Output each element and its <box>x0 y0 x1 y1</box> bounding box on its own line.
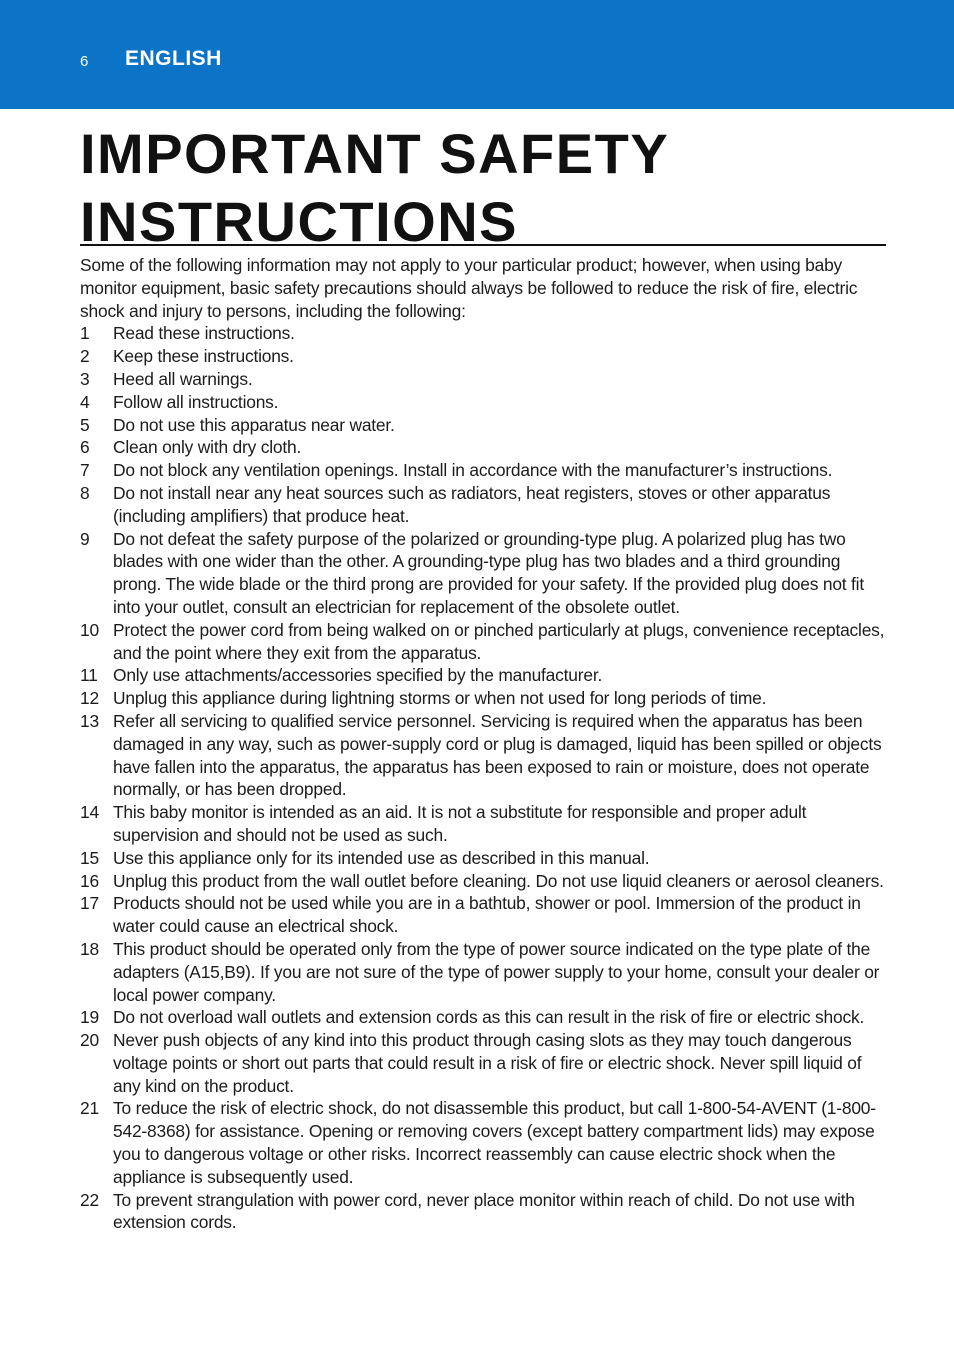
instruction-item <box>80 368 888 391</box>
instruction-number: 2 <box>80 346 90 367</box>
instruction-item <box>80 528 888 619</box>
instruction-item <box>80 322 888 345</box>
instruction-item <box>80 847 888 870</box>
instruction-number: 10 <box>80 619 99 640</box>
instruction-item <box>80 687 888 710</box>
instruction-number: 20 <box>80 1030 99 1051</box>
instruction-number: 17 <box>80 893 99 914</box>
instruction-text: Never push objects of any kind into this product through casing slots as they may touch dangerous voltage points or short out parts that could result in a risk of fire or electric shock. Never spill liquid of any kind on the product. <box>113 1030 862 1096</box>
instruction-number: 16 <box>80 870 99 891</box>
header-band <box>0 0 954 109</box>
instruction-text: This baby monitor is intended as an aid. It is not a substitute for responsible and proper adult supervision and should not be used as such. <box>113 802 807 845</box>
instruction-text: Use this appliance only for its intended use as described in this manual. <box>113 847 650 868</box>
instruction-text: Unplug this appliance during lightning storms or when not used for long periods of time. <box>113 688 767 709</box>
instruction-item <box>80 892 888 938</box>
instruction-text: Protect the power cord from being walked on or pinched particularly at plugs, convenience receptacles, and the point where they exit from the apparatus. <box>113 619 885 663</box>
instruction-number: 22 <box>80 1189 99 1210</box>
instruction-text: Do not block any ventilation openings. Install in accordance with the manufacturer’s instructions. <box>113 460 833 481</box>
instruction-item <box>80 1189 888 1235</box>
instruction-item <box>80 938 888 1006</box>
instruction-text: Keep these instructions. <box>113 346 294 367</box>
instruction-text: This product should be operated only from the type of power source indicated on the type plate of the adapters (A15,B9). If you are not sure of the type of power supply to your home, consult your dealer or local power company. <box>113 938 880 1005</box>
instruction-number: 4 <box>80 391 90 412</box>
instruction-item <box>80 1006 888 1029</box>
instruction-text: Heed all warnings. <box>113 368 253 389</box>
instruction-number: 18 <box>80 938 99 959</box>
content <box>80 254 888 1234</box>
instruction-item <box>80 664 888 687</box>
instruction-item <box>80 391 888 414</box>
instruction-list <box>80 322 888 1234</box>
instruction-item <box>80 1029 888 1097</box>
instruction-item <box>80 482 888 528</box>
instruction-text: Unplug this product from the wall outlet before cleaning. Do not use liquid cleaners or aerosol cleaners. <box>113 870 884 891</box>
instruction-item <box>80 1097 888 1188</box>
title-divider <box>80 244 886 246</box>
instruction-number: 9 <box>80 528 90 549</box>
instruction-text: Do not overload wall outlets and extension cords as this can result in the risk of fire or electric shock. <box>113 1007 865 1028</box>
instruction-text: Read these instructions. <box>113 323 295 344</box>
instruction-text: Clean only with dry cloth. <box>113 437 302 458</box>
instruction-number: 14 <box>80 802 99 823</box>
instruction-number: 6 <box>80 437 90 458</box>
instruction-number: 19 <box>80 1007 99 1028</box>
instruction-text: Do not install near any heat sources such as radiators, heat registers, stoves or other apparatus (including amplifiers) that produce heat. <box>113 482 831 526</box>
instruction-number: 15 <box>80 847 99 868</box>
page-number: 6 <box>80 53 89 70</box>
instruction-item <box>80 870 888 893</box>
instruction-item <box>80 710 888 801</box>
page-title: IMPORTANT SAFETY INSTRUCTIONS <box>80 122 669 253</box>
instruction-text: Do not use this apparatus near water. <box>113 414 395 435</box>
instruction-text: To prevent strangulation with power cord, never place monitor within reach of child. Do not use with extension cords. <box>113 1189 855 1233</box>
language-label: ENGLISH <box>125 47 222 70</box>
instruction-number: 3 <box>80 368 90 389</box>
instruction-text: Products should not be used while you are in a bathtub, shower or pool. Immersion of the product in water could cause an electrical shock. <box>113 893 861 937</box>
instruction-number: 12 <box>80 688 99 709</box>
instruction-text: Refer all servicing to qualified service personnel. Servicing is required when the apparatus has been damaged in any way, such as power-supply cord or plug is damaged, liquid has been spilled or objects have fallen into the apparatus, the apparatus has been exposed to rain or moisture, does not operate normally, or has been dropped. <box>113 710 882 800</box>
instruction-number: 13 <box>80 710 99 731</box>
instruction-number: 7 <box>80 460 90 481</box>
instruction-item <box>80 801 888 847</box>
instruction-item <box>80 619 888 665</box>
intro-paragraph: Some of the following information may not apply to your particular product; however, when using baby monitor equipment, basic safety precautions should always be followed to reduce the risk of fire, electric shock and injury to persons, including the following: <box>80 255 858 321</box>
instruction-item <box>80 345 888 368</box>
instruction-item <box>80 436 888 459</box>
instruction-number: 8 <box>80 482 90 503</box>
instruction-number: 1 <box>80 323 90 344</box>
instruction-text: Only use attachments/accessories specified by the manufacturer. <box>113 665 603 686</box>
instruction-text: Follow all instructions. <box>113 391 279 412</box>
instruction-text: Do not defeat the safety purpose of the polarized or grounding-type plug. A polarized plug has two blades with one wider than the other. A grounding-type plug has two blades and a third grounding prong. The wide blade or the third prong are provided for your safety. If the provided plug does not fit into your outlet, consult an electrician for replacement of the obsolete outlet. <box>113 528 864 617</box>
instruction-item <box>80 459 888 482</box>
instruction-number: 11 <box>80 665 98 686</box>
instruction-text: To reduce the risk of electric shock, do not disassemble this product, but call 1-800-54-AVENT (1-800-542-8368) for assistance. Opening or removing covers (except battery compartment lids) may expose you to dangerous voltage or other risks. Incorrect reassembly can cause electric shock when the appliance is subsequently used. <box>113 1098 876 1187</box>
instruction-number: 21 <box>80 1098 99 1119</box>
instruction-item <box>80 414 888 437</box>
instruction-number: 5 <box>80 414 90 435</box>
